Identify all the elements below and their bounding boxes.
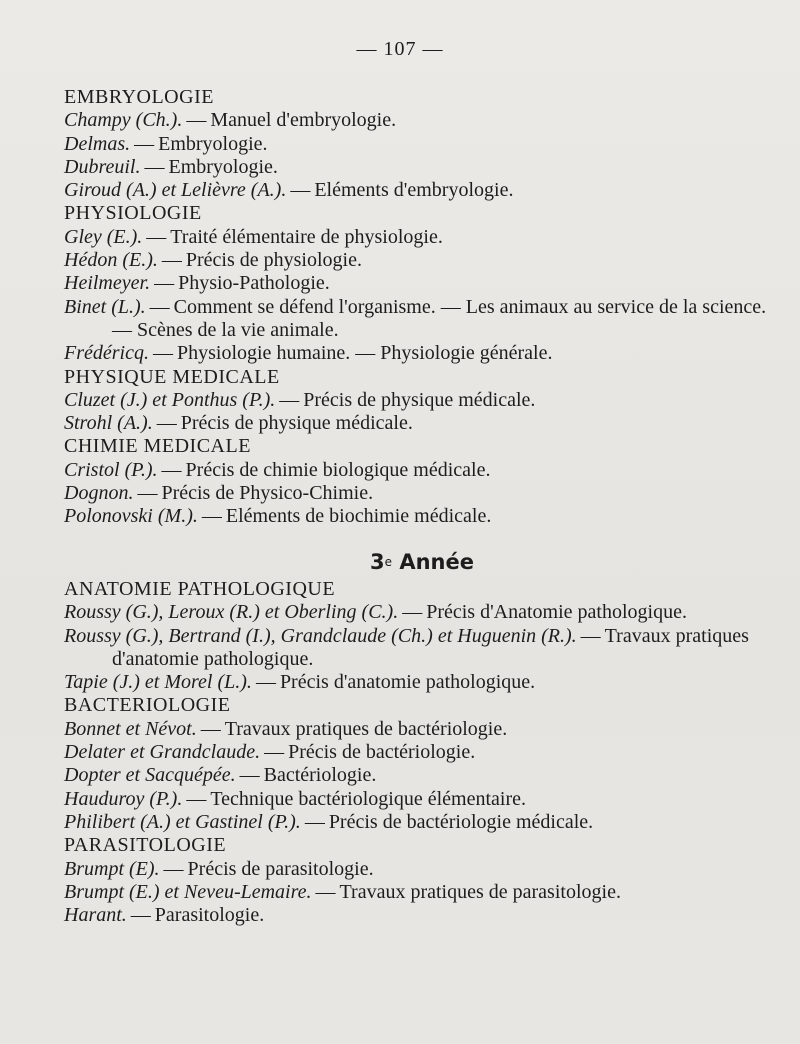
entry-title: Eléments d'embryologie. (314, 179, 514, 202)
entry-dash: — (130, 904, 151, 927)
entry-dash: — (304, 810, 325, 833)
section-heading: PHYSIQUE MEDICALE (64, 365, 280, 388)
section-heading: ANATOMIE PATHOLOGIQUE (64, 577, 336, 600)
section (64, 202, 780, 365)
entry-author: Delmas. (64, 132, 131, 155)
bibliography-entry (64, 764, 780, 787)
entry-dash: — (186, 787, 207, 810)
section-heading: BACTERIOLOGIE (64, 694, 231, 717)
entry-author: Brumpt (E). (64, 857, 160, 880)
page-content (64, 86, 780, 927)
entry-author: Frédéricq. (64, 342, 149, 365)
entry-dash: — (200, 717, 221, 740)
section (64, 694, 780, 834)
entry-title: Embryologie. (158, 132, 268, 155)
bibliography-entry (64, 671, 780, 694)
bibliography-entry (64, 858, 780, 881)
entry-author: Harant. (64, 904, 127, 927)
bibliography-entry (64, 482, 780, 505)
entry-author: Binet (L.). (64, 295, 146, 318)
entry-author: Champy (Ch.). (64, 109, 183, 132)
entry-author: Strohl (A.). (64, 412, 153, 435)
entry-title: Précis de physique médicale. (303, 388, 536, 411)
bibliography-entry (64, 389, 780, 412)
section (64, 366, 780, 436)
bibliography-entry (64, 741, 780, 764)
bibliography-entry (64, 412, 780, 435)
entry-title: Bactériologie. (263, 764, 377, 787)
entry-dash: — (134, 132, 155, 155)
entry-author: Roussy (G.), Leroux (R.) et Oberling (C.). (64, 601, 399, 624)
entry-title: Manuel d'embryologie. (210, 109, 397, 132)
entry-dash: — (186, 109, 207, 132)
entry-dash: — (161, 458, 182, 481)
entry-title: Précis de bactériologie médicale. (328, 810, 594, 833)
bibliography-entry (64, 459, 780, 482)
entry-title: Comment se défend l'organisme. — Les animaux au service de la science. — Scènes de la vie animale. (112, 295, 767, 341)
entry-author: Hauduroy (P.). (64, 787, 183, 810)
entry-dash: — (152, 342, 173, 365)
year-suffix: e (384, 554, 393, 569)
year-label: Année (399, 549, 474, 574)
entry-dash: — (154, 272, 175, 295)
bibliography-entry (64, 109, 780, 132)
entry-title: Travaux pratiques d'anatomie pathologique. (112, 624, 749, 670)
entry-dash: — (255, 671, 276, 694)
section (64, 86, 780, 202)
entry-dash: — (402, 601, 423, 624)
entry-author: Dopter et Sacquépée. (64, 764, 236, 787)
entry-author: Heilmeyer. (64, 272, 151, 295)
entry-author: Bonnet et Névot. (64, 717, 197, 740)
entry-author: Gley (E.). (64, 225, 143, 248)
sections-before (64, 86, 780, 529)
entry-title: Précis de chimie biologique médicale. (185, 458, 491, 481)
entry-dash: — (161, 249, 182, 272)
section-heading: PARASITOLOGIE (64, 834, 227, 857)
year-title (64, 551, 780, 574)
entry-author: Cluzet (J.) et Ponthus (P.). (64, 388, 276, 411)
section-heading: PHYSIOLOGIE (64, 202, 202, 225)
entry-dash: — (201, 505, 222, 528)
entry-title: Technique bactériologique élémentaire. (210, 787, 527, 810)
bibliography-entry (64, 505, 780, 528)
entry-dash: — (144, 155, 165, 178)
entry-title: Précis d'Anatomie pathologique. (426, 601, 687, 624)
entry-dash: — (279, 388, 300, 411)
bibliography-entry (64, 788, 780, 811)
entry-author: Cristol (P.). (64, 458, 158, 481)
entry-title: Embryologie. (168, 155, 278, 178)
entry-dash: — (149, 295, 170, 318)
entry-dash: — (163, 857, 184, 880)
bibliography-entry (64, 133, 780, 156)
entry-title: Travaux pratiques de bactériologie. (224, 717, 508, 740)
entry-title: Précis de Physico-Chimie. (161, 482, 374, 505)
bibliography-entry (64, 718, 780, 741)
section (64, 834, 780, 927)
entry-author: Brumpt (E.) et Neveu-Lemaire. (64, 880, 312, 903)
entry-author: Dognon. (64, 482, 134, 505)
page-number: — 107 — (356, 38, 444, 60)
entry-title: Précis de bactériologie. (288, 741, 476, 764)
section (64, 578, 780, 694)
bibliography-entry (64, 296, 780, 343)
entry-author: Hédon (E.). (64, 249, 158, 272)
entry-dash: — (264, 741, 285, 764)
entry-title: Travaux pratiques de parasitologie. (339, 880, 621, 903)
entry-author: Dubreuil. (64, 155, 141, 178)
entry-title: Précis de physique médicale. (180, 412, 413, 435)
entry-dash: — (315, 880, 336, 903)
entry-dash: — (239, 764, 260, 787)
section-heading: EMBRYOLOGIE (64, 86, 214, 108)
entry-author: Polonovski (M.). (64, 505, 198, 528)
entry-title: Précis de parasitologie. (187, 857, 374, 880)
bibliography-entry (64, 811, 780, 834)
entry-title: Précis de physiologie. (185, 249, 362, 272)
sections-after (64, 578, 780, 927)
entry-dash: — (580, 624, 601, 647)
bibliography-entry (64, 179, 780, 202)
bibliography-entry (64, 881, 780, 904)
bibliography-entry (64, 625, 780, 672)
entry-dash: — (146, 225, 167, 248)
bibliography-entry (64, 342, 780, 365)
entry-dash: — (137, 482, 158, 505)
entry-author: Roussy (G.), Bertrand (I.), Grandclaude (Ch.) et Huguenin (R.). (64, 624, 577, 647)
entry-author: Philibert (A.) et Gastinel (P.). (64, 810, 301, 833)
entry-dash: — (156, 412, 177, 435)
entry-title: Parasitologie. (154, 904, 265, 927)
entry-title: Eléments de biochimie médicale. (225, 505, 492, 528)
entry-dash: — (290, 179, 311, 202)
entry-title: Traité élémentaire de physiologie. (170, 225, 443, 248)
bibliography-entry (64, 272, 780, 295)
bibliography-entry (64, 249, 780, 272)
entry-title: Précis d'anatomie pathologique. (279, 671, 536, 694)
bibliography-entry (64, 156, 780, 179)
entry-title: Physiologie humaine. — Physiologie générale. (176, 342, 553, 365)
year-number: 3 (370, 549, 385, 574)
entry-title: Physio-Pathologie. (178, 272, 330, 295)
section (64, 435, 780, 528)
entry-author: Giroud (A.) et Lelièvre (A.). (64, 179, 287, 202)
entry-author: Tapie (J.) et Morel (L.). (64, 671, 252, 694)
section-heading: CHIMIE MEDICALE (64, 435, 251, 458)
bibliography-entry (64, 226, 780, 249)
entry-author: Delater et Grandclaude. (64, 741, 261, 764)
bibliography-entry (64, 904, 780, 927)
bibliography-entry (64, 601, 780, 624)
